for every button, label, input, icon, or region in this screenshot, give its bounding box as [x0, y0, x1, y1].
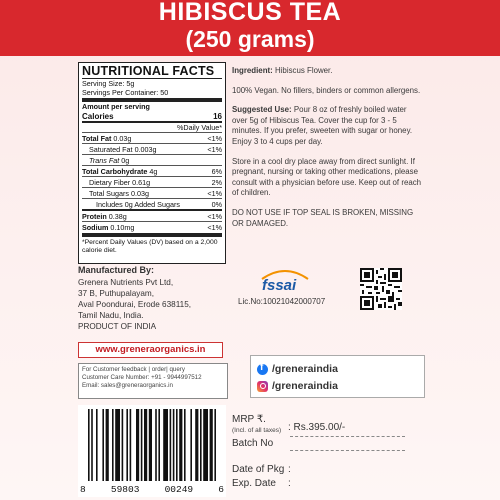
- manufacturer-block: [78, 265, 228, 332]
- product-info-column: [232, 66, 422, 238]
- barcode-bar: [144, 409, 147, 481]
- barcode-bar: [130, 409, 132, 481]
- barcode-bar: [136, 409, 139, 481]
- title-banner: [0, 0, 500, 56]
- barcode-bar: [190, 409, 192, 481]
- barcode-bar: [179, 409, 182, 481]
- barcode-bar: [170, 409, 172, 481]
- mrp-value: : Rs.395.00/-: [288, 422, 346, 433]
- barcode-bar: [203, 409, 208, 481]
- nutrient-row: Includes 0g Added Sugars 0%: [82, 198, 222, 209]
- barcode-bar: [184, 409, 186, 481]
- mrp-tax-note: (Incl. of all taxes): [232, 427, 282, 434]
- social-links-box: [250, 355, 425, 398]
- care-email: Email: sales@greneraorganics.in: [82, 381, 173, 389]
- fssai-license: Lic.No:10021042000707: [238, 297, 326, 306]
- serving-size: Serving Size: 5g: [82, 79, 135, 88]
- servings-per-container: Servings Per Container: 50: [82, 88, 169, 97]
- customer-care-box: [78, 363, 228, 399]
- care-line: For Customer feedback | order| query: [82, 366, 185, 373]
- mrp-label: MRP ₹.: [232, 414, 266, 425]
- barcode-bar: [115, 409, 120, 481]
- barcode-bar: [106, 409, 109, 481]
- pkg-date-label: Date of Pkg: [232, 464, 285, 475]
- ingredient-text: Ingredient: Hibiscus Flower.: [232, 66, 333, 75]
- batch-label: Batch No: [232, 438, 274, 449]
- nutrient-row: Saturated Fat 0.003g <1%: [82, 143, 222, 154]
- nutrition-title: NUTRITIONAL FACTS: [82, 64, 215, 78]
- daily-value-header: %Daily Value*: [176, 123, 222, 132]
- suggested-use-text: Suggested Use: Pour 8 oz of freshly boiled water over 5g of Hibiscus Tea. Cover the cup for 3 - 5 minutes. If you prefer, sweeten with sugar or honey. Enjoy 3 to 4 cups per day.: [232, 105, 413, 146]
- barcode-bar: [158, 409, 160, 481]
- vegan-text: 100% Vegan. No fillers, binders or common allergens.: [232, 85, 421, 95]
- barcode-bar: [173, 409, 175, 481]
- instagram-link[interactable]: /greneraindia: [257, 379, 338, 393]
- barcode-bar: [91, 409, 93, 481]
- facebook-link[interactable]: f /greneraindia: [257, 362, 338, 376]
- barcode-bar: [155, 409, 157, 481]
- calories-row: Calories 16: [82, 111, 222, 121]
- barcode-bar: [214, 409, 216, 481]
- amount-per-serving: Amount per serving: [82, 102, 150, 111]
- address-line: 37 B, Puthupalayam,: [78, 289, 155, 298]
- barcode-bar: [126, 409, 128, 481]
- address-line: Tamil Nadu, India.: [78, 311, 144, 320]
- exp-date-label: Exp. Date: [232, 478, 276, 489]
- nutrient-row: Total Fat 0.03g <1%: [82, 133, 222, 143]
- exp-date-value: :: [288, 478, 291, 489]
- svg-text:fssai: fssai: [262, 277, 297, 293]
- barcode-digits: 8 59803 00249 6: [80, 484, 224, 495]
- facebook-icon: [257, 364, 268, 375]
- nutrient-row: Total Sugars 0.03g <1%: [82, 187, 222, 198]
- pkg-date-value: :: [288, 464, 291, 475]
- barcode-bar: [149, 409, 152, 481]
- nutrition-footnote: *Percent Daily Values (DV) based on a 2,000 calorie diet.: [82, 239, 218, 254]
- barcode-bar: [210, 409, 213, 481]
- fssai-logo: [260, 265, 310, 293]
- barcode-bar: [200, 409, 202, 481]
- origin-line: PRODUCT OF INDIA: [78, 322, 157, 331]
- nutrient-row: Sodium 0.10mg <1%: [82, 222, 222, 232]
- nutrition-facts-panel: [78, 62, 226, 264]
- website-link[interactable]: www.greneraorganics.in: [78, 342, 223, 358]
- barcode-bar: [163, 409, 168, 481]
- barcode-bar: [122, 409, 124, 481]
- manufacturer-heading: Manufactured By:: [78, 265, 155, 275]
- product-title: HIBISCUS TEA: [158, 0, 342, 26]
- nutrient-row: Dietary Fiber 0.61g 2%: [82, 176, 222, 187]
- instagram-icon: [257, 381, 268, 392]
- qr-code[interactable]: [360, 268, 402, 310]
- nutrient-row: Trans Fat 0g: [82, 154, 222, 165]
- address-line: Aval Poondurai, Erode 638115,: [78, 300, 192, 309]
- nutrient-row: Protein 0.38g <1%: [82, 211, 222, 221]
- warning-text: DO NOT USE IF TOP SEAL IS BROKEN, MISSING OR DAMAGED.: [232, 207, 414, 228]
- barcode-bar: [195, 409, 198, 481]
- barcode-bar: [112, 409, 114, 481]
- barcode-bar: [102, 409, 104, 481]
- barcode: [78, 405, 226, 497]
- storage-text: Store in a cool dry place away from direct sunlight. If pregnant, nursing or taking other medications, please consult with a physician before use. Keep out of reach of children.: [232, 156, 422, 198]
- mrp-underline: [290, 436, 405, 437]
- pricing-block: [232, 412, 407, 494]
- care-phone: Customer Care Number: +91 - 9944997512: [82, 373, 202, 381]
- barcode-bar: [88, 409, 90, 481]
- batch-underline: [290, 450, 405, 451]
- barcode-bar: [96, 409, 98, 481]
- product-weight: (250 grams): [185, 26, 315, 52]
- barcode-bar: [176, 409, 178, 481]
- address-line: Grenera Nutrients Pvt Ltd,: [78, 278, 174, 287]
- nutrient-row: Total Carbohydrate 4g 6%: [82, 166, 222, 176]
- barcode-bar: [141, 409, 143, 481]
